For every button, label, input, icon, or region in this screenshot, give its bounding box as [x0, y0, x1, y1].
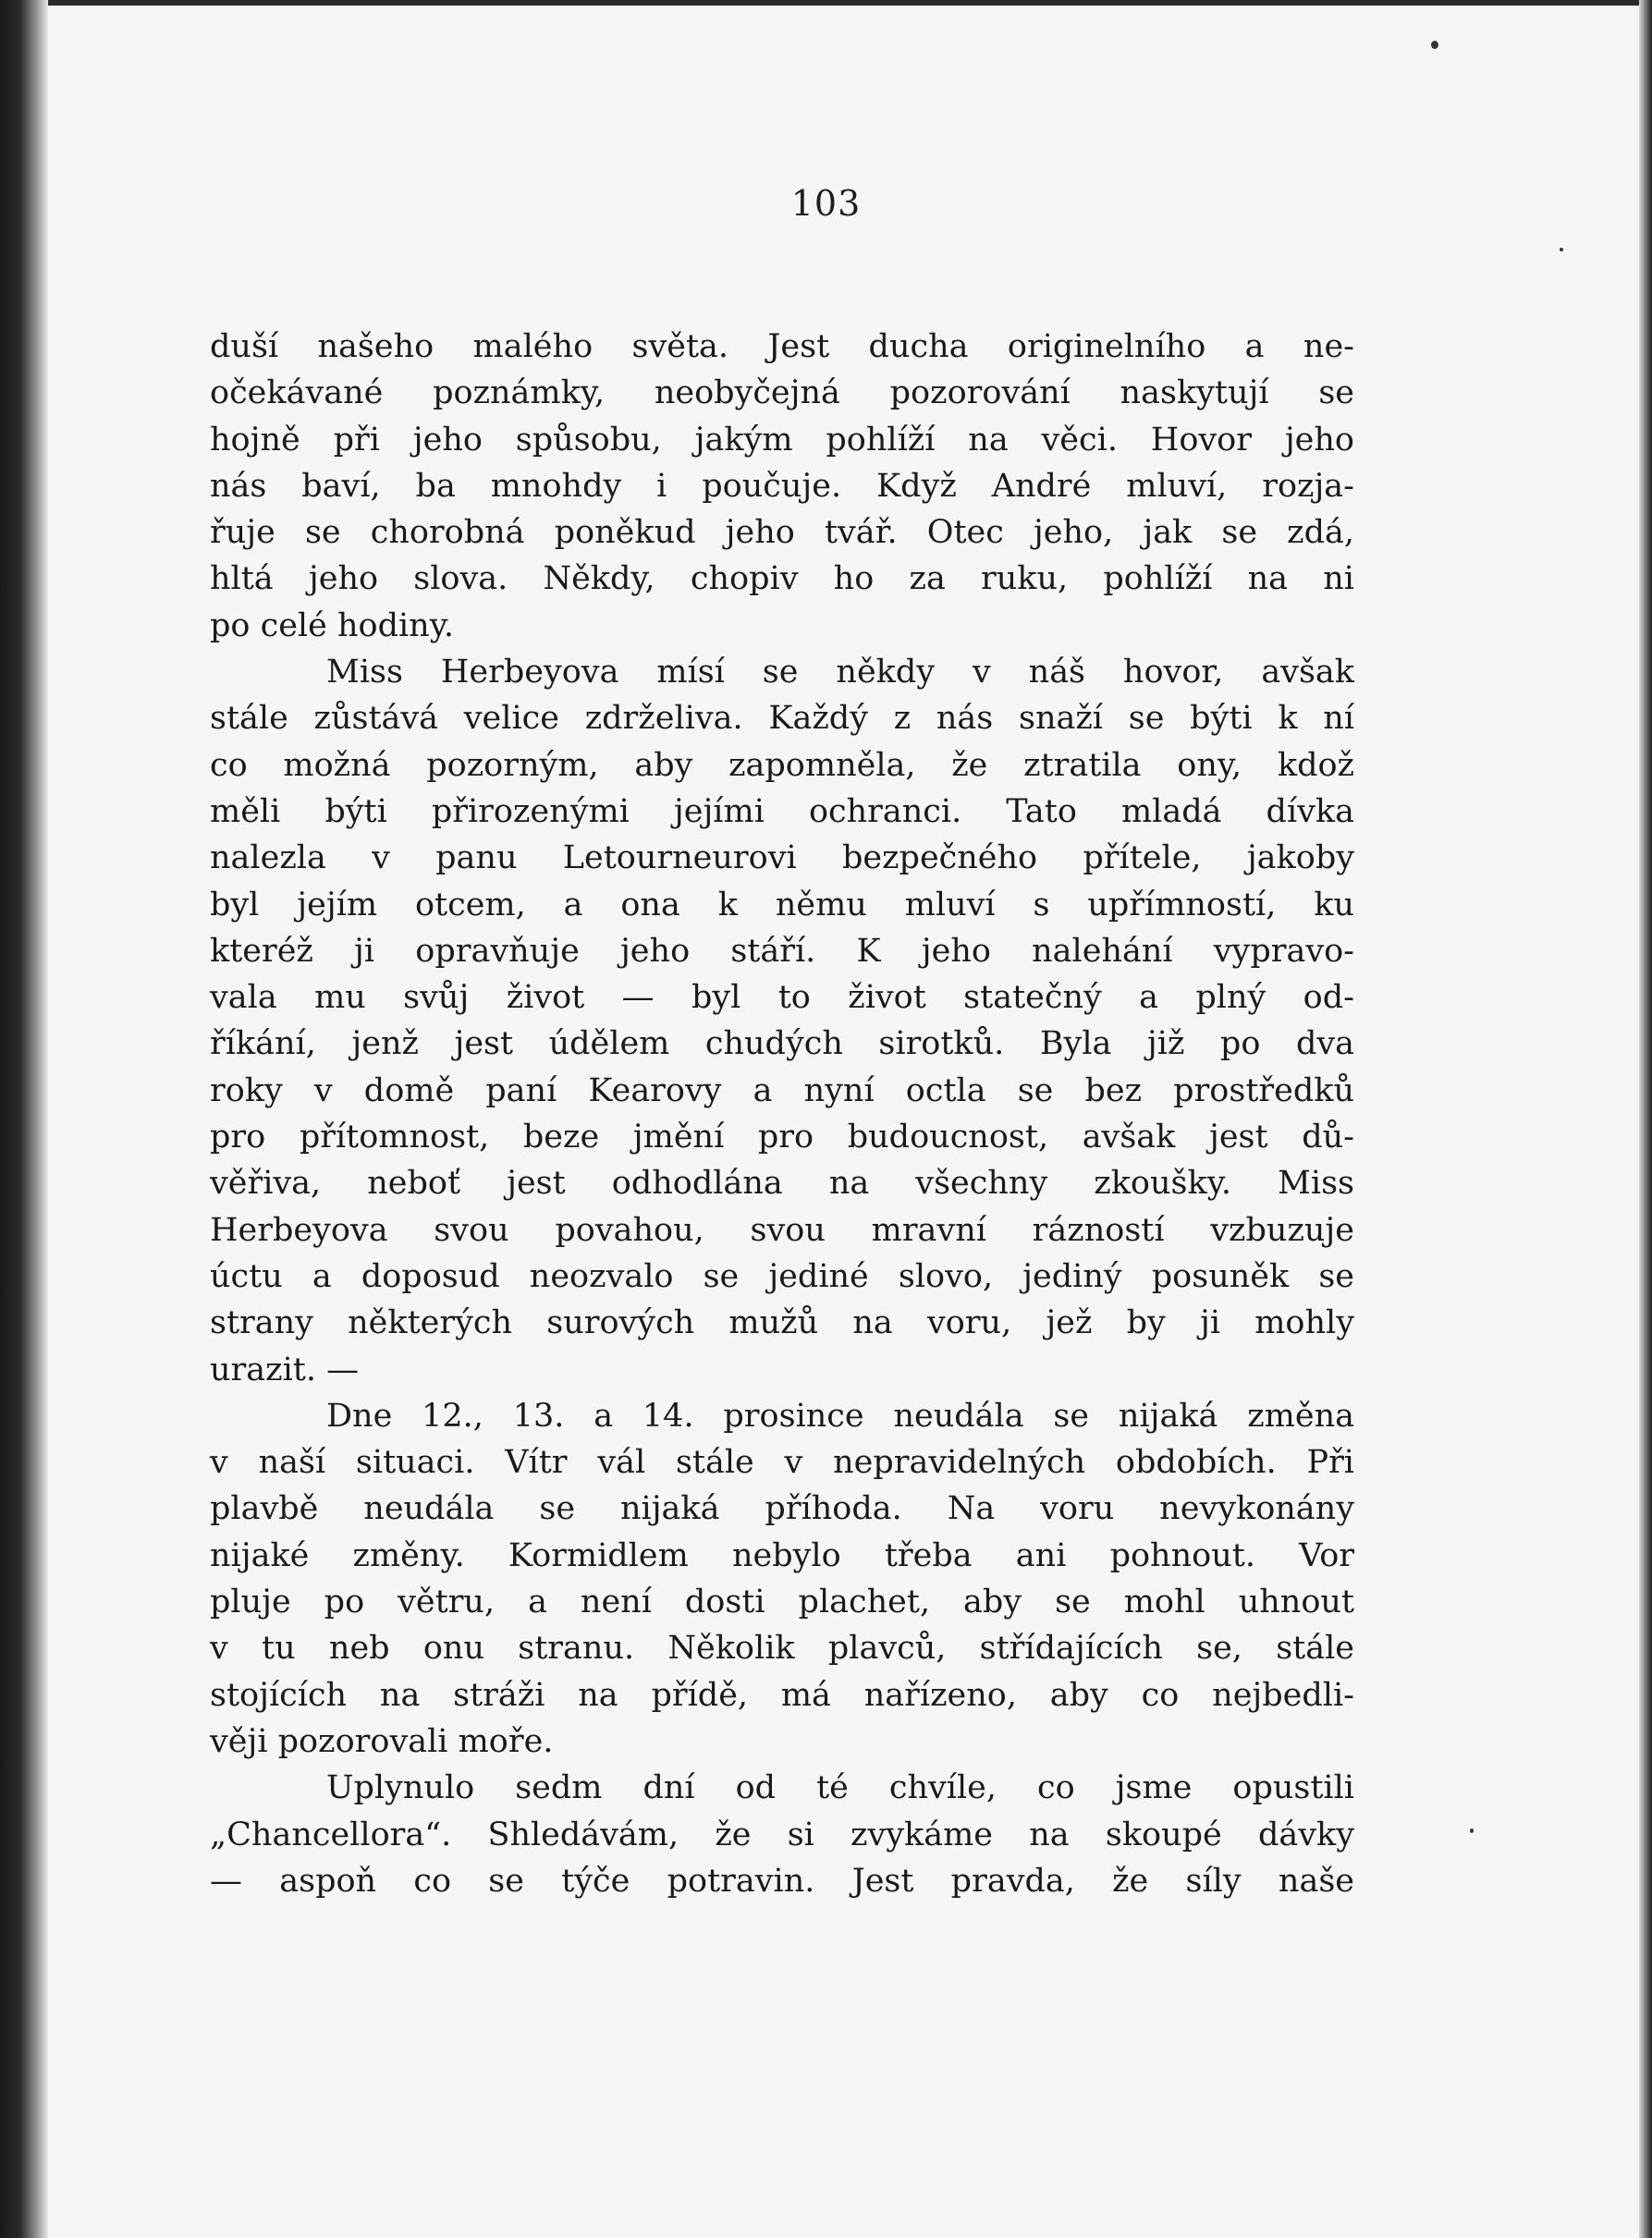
text-line: — aspoň co se týče potravin. Jest pravda, že síly naše: [210, 1862, 1354, 1900]
text-line: nalezla v panu Letourneurovi bezpečného přítele, jakoby: [210, 839, 1354, 877]
dust-speck: [1560, 248, 1563, 251]
text-line: kteréž ji opravňuje jeho stáří. K jeho nalehání vypravo-: [210, 932, 1354, 970]
dust-speck: [1431, 41, 1438, 49]
text-line: očekávané poznámky, neobyčejná pozorování naskytují se: [210, 374, 1354, 412]
text-line: v naší situaci. Vítr vál stále v nepravidelných obdobích. Při: [210, 1444, 1354, 1482]
dust-speck: [1470, 1828, 1474, 1833]
text-line: vala mu svůj život — byl to život statečný a plný od-: [210, 979, 1354, 1017]
text-line: Herbeyova svou povahou, svou mravní rázností vzbuzuje: [210, 1211, 1354, 1249]
text-line: měli býti přirozenými jejími ochranci. Tato mladá dívka: [210, 792, 1354, 830]
text-line-paragraph-start: Miss Herbeyova mísí se někdy v náš hovor, avšak: [326, 654, 1354, 691]
text-line-paragraph-start: Dne 12., 13. a 14. prosince neudála se nijaká změna: [326, 1397, 1354, 1435]
text-line: věřiva, neboť jest odhodlána na všechny zkoušky. Miss: [210, 1165, 1354, 1203]
text-line: úctu a doposud neozvalo se jediné slovo, jediný posuněk se: [210, 1257, 1354, 1295]
text-line: pro přítomnost, beze jmění pro budoucnost, avšak jest dů-: [210, 1119, 1354, 1156]
text-line: hojně při jeho spůsobu, jakým pohlíží na věci. Hovor jeho: [210, 421, 1354, 459]
text-line: hltá jeho slova. Někdy, chopiv ho za ruku, pohlíží na ni: [210, 560, 1354, 598]
text-line: řuje se chorobná poněkud jeho tvář. Otec jeho, jak se zdá,: [210, 514, 1354, 552]
text-line: plavbě neudála se nijaká příhoda. Na voru nevykonány: [210, 1490, 1354, 1528]
text-line: nás baví, ba mnohdy i poučuje. Když André mluví, rozja-: [210, 467, 1354, 505]
book-spine-shadow: [0, 0, 48, 2238]
text-line: říkání, jenž jest údělem chudých sirotků. Byla již po dva: [210, 1025, 1354, 1063]
body-text: [210, 324, 1354, 1904]
text-line: duší našeho malého světa. Jest ducha originelního a ne-: [210, 328, 1354, 365]
text-line: stále zůstává velice zdrželiva. Každý z nás snaží se býti k ní: [210, 700, 1354, 738]
text-line-paragraph-start: Uplynulo sedm dní od té chvíle, co jsme opustili: [326, 1769, 1354, 1807]
text-line: věji pozorovali moře.: [210, 1722, 554, 1760]
text-line: nijaké změny. Kormidlem nebylo třeba ani pohnout. Vor: [210, 1536, 1354, 1574]
page-right-edge: [1639, 0, 1652, 2238]
text-line: „Chancellora“. Shledávám, že si zvykáme na skoupé dávky: [210, 1816, 1354, 1853]
text-line: stojících na stráži na přídě, má nařízeno, aby co nejbedli-: [210, 1676, 1354, 1714]
text-line: urazit. —: [210, 1351, 360, 1388]
text-line: strany některých surových mužů na voru, jež by ji mohly: [210, 1304, 1354, 1342]
text-line: roky v domě paní Kearovy a nyní octla se bez prostředků: [210, 1071, 1354, 1109]
text-line: byl jejím otcem, a ona k němu mluví s upřímností, ku: [210, 886, 1354, 923]
text-line: pluje po větru, a není dosti plachet, aby se mohl uhnout: [210, 1584, 1354, 1621]
text-line: v tu neb onu stranu. Několik plavců, střídajících se, stále: [210, 1630, 1354, 1668]
page-top-edge: [0, 0, 1652, 6]
text-line: co možná pozorným, aby zapomněla, že ztratila ony, kdož: [210, 746, 1354, 784]
text-line: po celé hodiny.: [210, 606, 454, 644]
page-number: 103: [790, 183, 862, 224]
